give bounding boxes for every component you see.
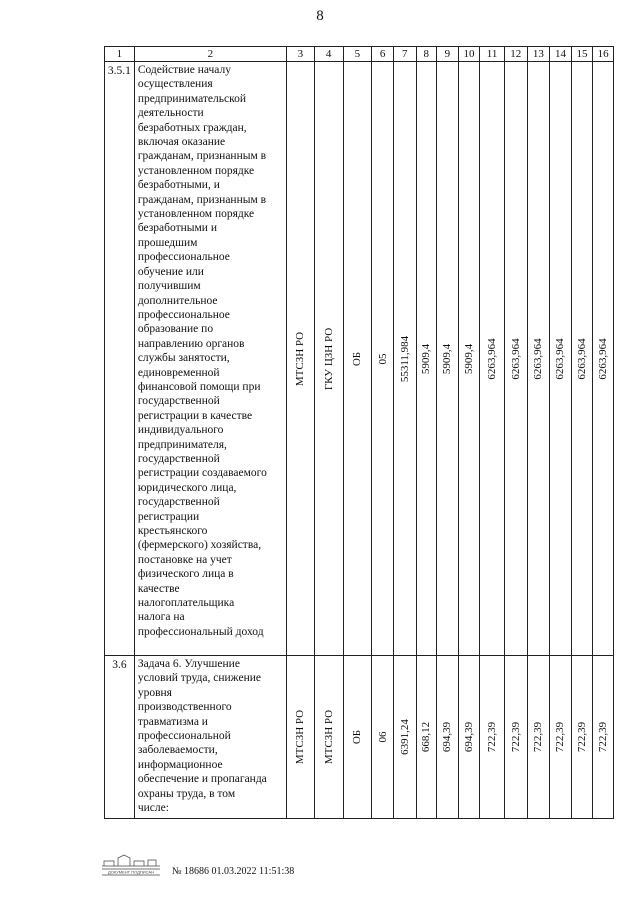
cell-value: МТСЗН РО <box>294 709 307 765</box>
desc-line: (фермерского) хозяйства, <box>137 539 262 552</box>
desc-line: условий труда, снижение <box>137 672 261 685</box>
desc-line: государственной <box>137 452 220 465</box>
table-cell <box>550 656 572 819</box>
desc-line: индивидуального <box>137 424 224 437</box>
column-header: 5 <box>343 47 372 62</box>
desc-line: регистрации в качестве <box>137 409 253 422</box>
table-cell <box>372 62 394 656</box>
cell-value: 722,39 <box>554 721 567 753</box>
desc-line: числе: <box>137 802 169 815</box>
table-cell <box>393 656 416 819</box>
desc-line: безработными и <box>137 222 217 235</box>
column-header: 9 <box>437 47 459 62</box>
table-cell <box>504 62 527 656</box>
desc-line: службы занятости, <box>137 352 230 365</box>
column-header: 16 <box>593 47 614 62</box>
desc-line: установленном порядке <box>137 164 255 177</box>
desc-line: профессиональное <box>137 308 230 321</box>
desc-line: Задача 6. Улучшение <box>137 658 240 670</box>
table-cell <box>571 62 593 656</box>
desc-line: обучение или <box>137 265 204 278</box>
cell-value: 694,39 <box>441 721 454 753</box>
column-header: 13 <box>527 47 550 62</box>
cell-value: 6263,964 <box>509 337 522 380</box>
header-row <box>105 47 614 62</box>
cell-value: 722,39 <box>575 721 588 753</box>
stamp-logo <box>100 852 162 878</box>
desc-line: безработных граждан, <box>137 121 247 134</box>
cell-value: ОБ <box>351 351 364 366</box>
cell-value: 694,39 <box>462 721 475 753</box>
desc-line: регистрации <box>137 510 200 523</box>
desc-line: финансовой помощи при <box>137 380 261 393</box>
column-header: 1 <box>105 47 135 62</box>
desc-line: охраны труда, в том <box>137 787 236 800</box>
cell-value: 06 <box>376 731 389 743</box>
desc-line: получившим <box>137 280 201 293</box>
cell-value: 6391,24 <box>398 719 411 755</box>
desc-line: налогоплательщика <box>137 597 235 610</box>
cell-value: 6263,964 <box>596 337 609 380</box>
desc-line: дополнительное <box>137 294 218 307</box>
desc-line: заболеваемости, <box>137 744 218 757</box>
table-cell <box>504 656 527 819</box>
desc-line: деятельности <box>137 107 204 120</box>
table-cell <box>437 656 459 819</box>
cell-value: МТСЗН РО <box>322 709 335 765</box>
table-cell <box>286 656 314 819</box>
table-cell <box>314 62 343 656</box>
table-cell <box>372 656 394 819</box>
desc-line: осуществления <box>137 78 213 91</box>
table-cell <box>593 62 614 656</box>
table-cell <box>343 62 372 656</box>
desc-line: гражданам, признанным в <box>137 150 267 163</box>
desc-line: профессиональный доход <box>137 625 264 638</box>
desc-line: качестве <box>137 582 180 595</box>
cell-value: 668,12 <box>420 721 433 753</box>
desc-line: безработными, и <box>137 179 220 192</box>
table-cell <box>527 656 550 819</box>
row-number: 3.5.1 <box>105 62 135 656</box>
desc-line: направлению органов <box>137 337 245 350</box>
table-cell <box>416 62 437 656</box>
desc-line: предпринимательской <box>137 92 247 105</box>
column-header: 14 <box>550 47 572 62</box>
table-row <box>105 656 614 819</box>
table-cell <box>480 62 505 656</box>
column-header: 4 <box>314 47 343 62</box>
table-row <box>105 62 614 656</box>
desc-line: включая оказание <box>137 136 226 149</box>
desc-line: информационное <box>137 758 223 771</box>
row-description <box>134 62 286 656</box>
desc-line: постановке на учет <box>137 553 232 566</box>
document-footer: № 18686 01.03.2022 11:51:38 <box>172 866 295 877</box>
desc-line: уровня <box>137 686 172 699</box>
table-cell <box>437 62 459 656</box>
column-header: 10 <box>458 47 480 62</box>
column-header: 7 <box>393 47 416 62</box>
cell-value: 55311,984 <box>398 335 411 382</box>
page-number: 8 <box>316 8 324 24</box>
cell-value: 722,39 <box>532 721 545 753</box>
desc-line: профессиональное <box>137 251 230 264</box>
desc-line: предпринимателя, <box>137 438 227 451</box>
table-cell <box>527 62 550 656</box>
desc-line: крестьянского <box>137 525 208 537</box>
column-header: 8 <box>416 47 437 62</box>
desc-line: физического лица в <box>137 568 234 581</box>
table-cell <box>314 656 343 819</box>
desc-line: профессиональной <box>137 730 231 743</box>
desc-line: образование по <box>137 323 214 336</box>
desc-line: установленном порядке <box>137 208 255 221</box>
desc-line: юридического лица, <box>137 481 237 494</box>
cell-value: ОБ <box>351 729 364 745</box>
desc-line: Содействие началу <box>137 64 231 76</box>
table-cell <box>480 656 505 819</box>
table-cell <box>571 656 593 819</box>
table-cell <box>343 656 372 819</box>
row-number: 3.6 <box>105 656 135 819</box>
row-description <box>134 656 286 819</box>
table-cell <box>593 656 614 819</box>
desc-line: налога на <box>137 611 185 624</box>
table-cell <box>458 62 480 656</box>
stamp-caption: ДОКУМЕНТ ПОДПИСАН <box>108 869 154 875</box>
cell-value: ГКУ ЦЗН РО <box>322 327 335 390</box>
cell-value: 722,39 <box>596 721 609 753</box>
desc-line: прошедшим <box>137 236 198 249</box>
cell-value: 6263,964 <box>554 337 567 380</box>
cell-value: МТСЗН РО <box>294 331 307 386</box>
column-header: 12 <box>504 47 527 62</box>
column-header: 6 <box>372 47 394 62</box>
cell-value: 05 <box>376 353 389 364</box>
column-header: 11 <box>480 47 505 62</box>
desc-line: производственного <box>137 701 232 714</box>
table-cell <box>393 62 416 656</box>
cell-value: 5909,4 <box>462 343 475 374</box>
cell-value: 5909,4 <box>420 343 433 374</box>
cell-value: 5909,4 <box>441 343 454 374</box>
cell-value: 6263,964 <box>532 337 545 380</box>
desc-line: государственной <box>137 496 220 509</box>
table-cell <box>416 656 437 819</box>
data-table <box>104 46 614 819</box>
cell-value: 722,39 <box>509 721 522 753</box>
desc-line: гражданам, признанным в <box>137 193 267 206</box>
column-header: 3 <box>286 47 314 62</box>
desc-line: единовременной <box>137 366 220 379</box>
cell-value: 6263,964 <box>575 337 588 380</box>
table-cell <box>458 656 480 819</box>
cell-value: 722,39 <box>485 721 498 753</box>
cell-value: 6263,964 <box>485 337 498 380</box>
table-cell <box>550 62 572 656</box>
column-header: 2 <box>134 47 286 62</box>
desc-line: государственной <box>137 395 220 408</box>
desc-line: обеспечение и пропаганда <box>137 773 267 786</box>
column-header: 15 <box>571 47 593 62</box>
table-cell <box>286 62 314 656</box>
desc-line: регистрации создаваемого <box>137 467 267 480</box>
desc-line: травматизма и <box>137 715 208 728</box>
